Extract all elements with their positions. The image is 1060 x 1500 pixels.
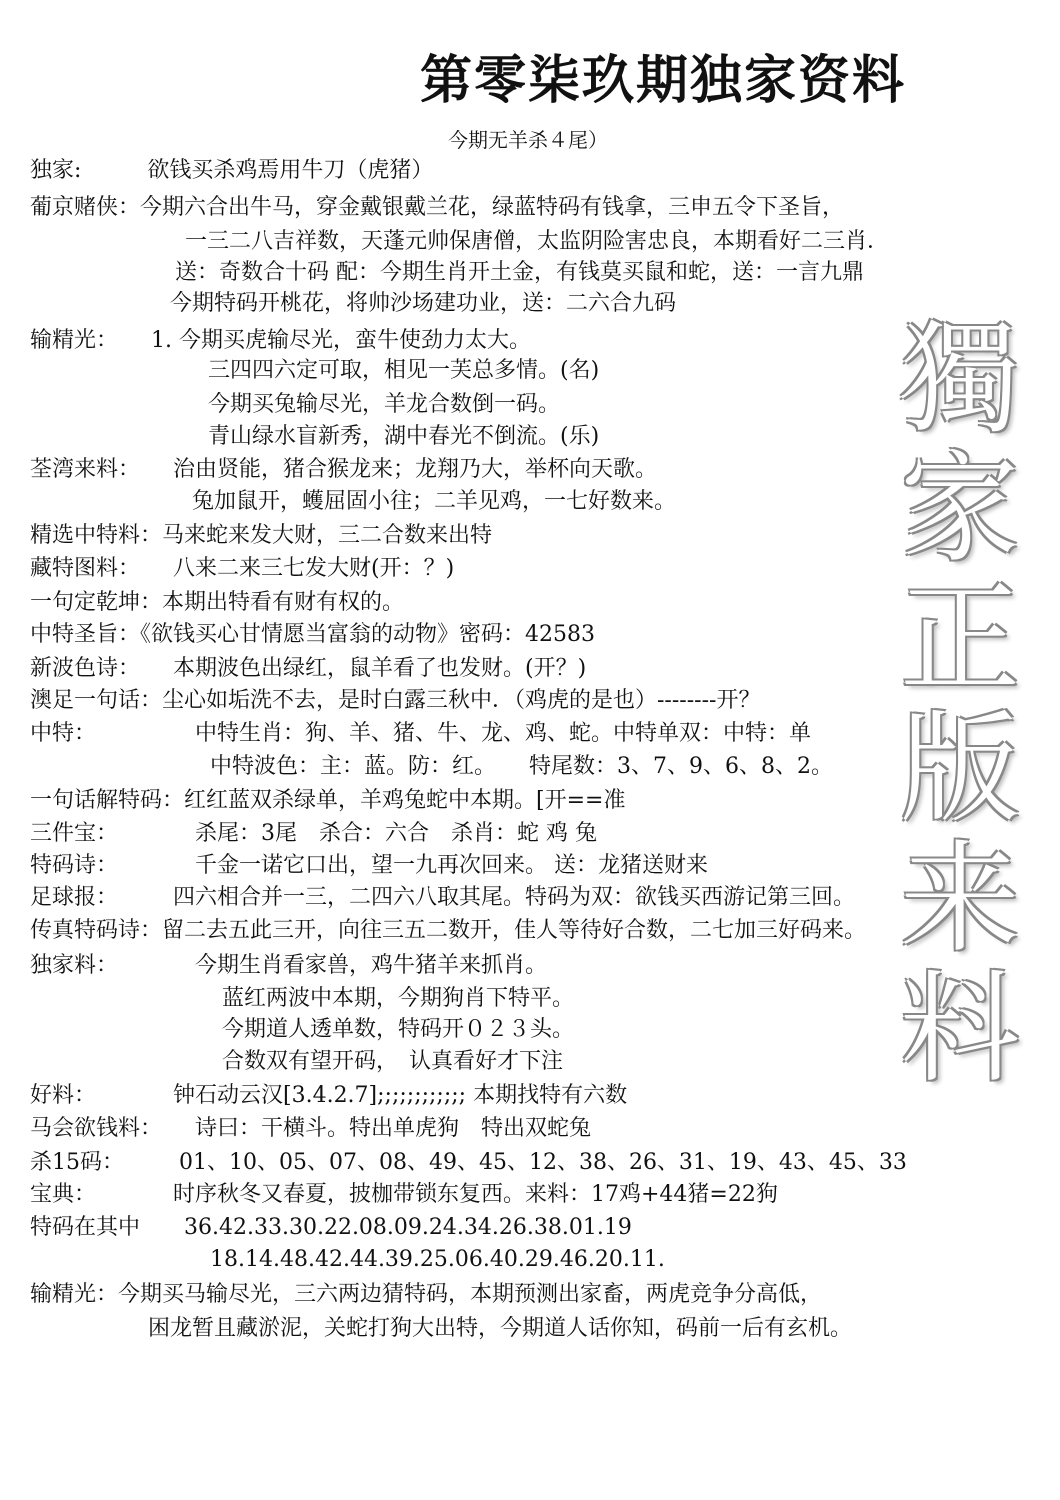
line-shengzhi: 中特圣旨：《欲钱买心甘情愿当富翁的动物》密码：42583 bbox=[30, 622, 595, 647]
line-quanwan-2: 兔加鼠开，蠖屈固小往；二羊见鸡，一七好数来。 bbox=[192, 489, 677, 514]
line-zuqiubao: 足球报： 四六相合并一三，二四六八取其尾。特码为双：欲钱买西游记第三回。 bbox=[30, 885, 856, 910]
watermark-char: 版 bbox=[900, 700, 1020, 839]
line-dujialiao-3: 今期道人透单数，特码开０２３头。 bbox=[222, 1017, 575, 1042]
line-cangte: 藏特图料： 八来二来三七发大财(开：？) bbox=[30, 556, 455, 581]
line-pujing-2: 一三二八吉祥数，天蓬元帅保唐僧，太监阴险害忠良，本期看好二三肖． bbox=[185, 229, 890, 254]
line-pujing-1: 葡京赌侠：今期六合出牛马，穿金戴银戴兰花，绿蓝特码有钱拿，三申五令下圣旨， bbox=[30, 195, 845, 220]
line-zhongte-1: 中特： 中特生肖：狗、羊、猪、牛、龙、鸡、蛇。中特单双：中特：单 bbox=[30, 721, 812, 746]
line-jingxuan: 精选中特料：马来蛇来发大财，三二合数来出特 bbox=[30, 523, 493, 548]
line-shujingguang-2: 三四四六定可取，相见一芙总多情。(名) bbox=[208, 358, 600, 383]
line-dujia: 独家: 欲钱买杀鸡焉用牛刀（虎猪） bbox=[30, 158, 434, 183]
watermark-char: 獨 bbox=[900, 310, 1020, 449]
watermark-char: 来 bbox=[900, 830, 1020, 969]
line-pujing-3: 送：奇数合十码 配：今期生肖开土金，有钱莫买鼠和蛇，送：一言九鼎 bbox=[175, 260, 864, 285]
line-jiete: 一句话解特码：红红蓝双杀绿单，羊鸡兔蛇中本期。[开==准 bbox=[30, 788, 626, 813]
line-zhongte-2: 中特波色：主：蓝。防：红。 特尾数：3、7、9、6、8、2。 bbox=[210, 754, 833, 779]
line-shujingguang-3: 今期买兔输尽光，羊龙合数倒一码。 bbox=[208, 392, 561, 417]
line-dujialiao-2: 蓝红两波中本期，今期狗肖下特平。 bbox=[222, 986, 575, 1011]
line-qizhong-1: 特码在其中 36.42.33.30.22.08.09.24.34.26.38.01.19 bbox=[30, 1215, 632, 1240]
line-dujialiao-1: 独家料： 今期生肖看家兽，鸡牛猪羊来抓肖。 bbox=[30, 953, 548, 978]
line-yiju: 一句定乾坤：本期出特看有财有权的。 bbox=[30, 590, 405, 615]
page-subtitle: 今期无羊杀４尾） bbox=[448, 128, 608, 152]
watermark-char: 料 bbox=[900, 960, 1020, 1099]
page-title: 第零柒玖期独家资料 bbox=[420, 50, 907, 111]
line-shujingguang-4: 青山绿水盲新秀，湖中春光不倒流。(乐) bbox=[208, 424, 600, 449]
line-temashi: 特码诗： 千金一诺它口出，望一九再次回来。 送：龙猪送财来 bbox=[30, 853, 708, 878]
line-sha15: 杀15码： 01、10、05、07、08、49、45、12、38、26、31、19、43、45、33 bbox=[30, 1150, 907, 1175]
line-chuanzhen: 传真特码诗：留二去五此三开，向往三五二数开，佳人等待好合数，二七加三好码来。 bbox=[30, 918, 867, 943]
line-sanjianbao: 三件宝： 杀尾：3尾 杀合：六合 杀肖：蛇 鸡 兔 bbox=[30, 821, 597, 846]
line-shujingguang-1: 输精光： 1. 今期买虎输尽光，蛮牛使劲力太大。 bbox=[30, 328, 531, 353]
watermark-stamp bbox=[890, 310, 1030, 1120]
line-xinbo: 新波色诗： 本期波色出绿红，鼠羊看了也发财。(开？) bbox=[30, 656, 587, 681]
watermark-char: 家 bbox=[900, 440, 1020, 579]
line-shujingguang2-1: 输精光：今期买马输尽光，三六两边猜特码，本期预测出家畜，两虎竞争分高低， bbox=[30, 1282, 823, 1307]
line-qizhong-2: 18.14.48.42.44.39.25.06.40.29.46.20.11. bbox=[210, 1247, 665, 1272]
line-mahui: 马会欲钱料： 诗曰：干横斗。特出单虎狗 特出双蛇兔 bbox=[30, 1116, 592, 1141]
line-pujing-4: 今期特码开桃花，将帅沙场建功业，送：二六合九码 bbox=[170, 291, 677, 316]
line-shujingguang2-2: 困龙暂且藏淤泥，关蛇打狗大出特，今期道人话你知，码前一后有玄机。 bbox=[148, 1316, 853, 1341]
line-baodian: 宝典： 时序秋冬又春夏，披枷带锁东复西。来料：17鸡+44猪=22狗 bbox=[30, 1182, 778, 1207]
line-haoliao: 好料： 钟石动云汉[3.4.2.7];;;;;;;;;;;; 本期找特有六数 bbox=[30, 1083, 628, 1108]
line-dujialiao-4: 合数双有望开码， 认真看好才下注 bbox=[222, 1049, 564, 1074]
line-aozu: 澳足一句话：尘心如垢洗不去，是时白露三秋中．（鸡虎的是也）--------开？ bbox=[30, 688, 761, 713]
watermark-char: 正 bbox=[900, 570, 1020, 709]
line-quanwan-1: 荃湾来料： 治由贤能，猪合猴龙来；龙翔乃大，举杯向天歌。 bbox=[30, 457, 658, 482]
